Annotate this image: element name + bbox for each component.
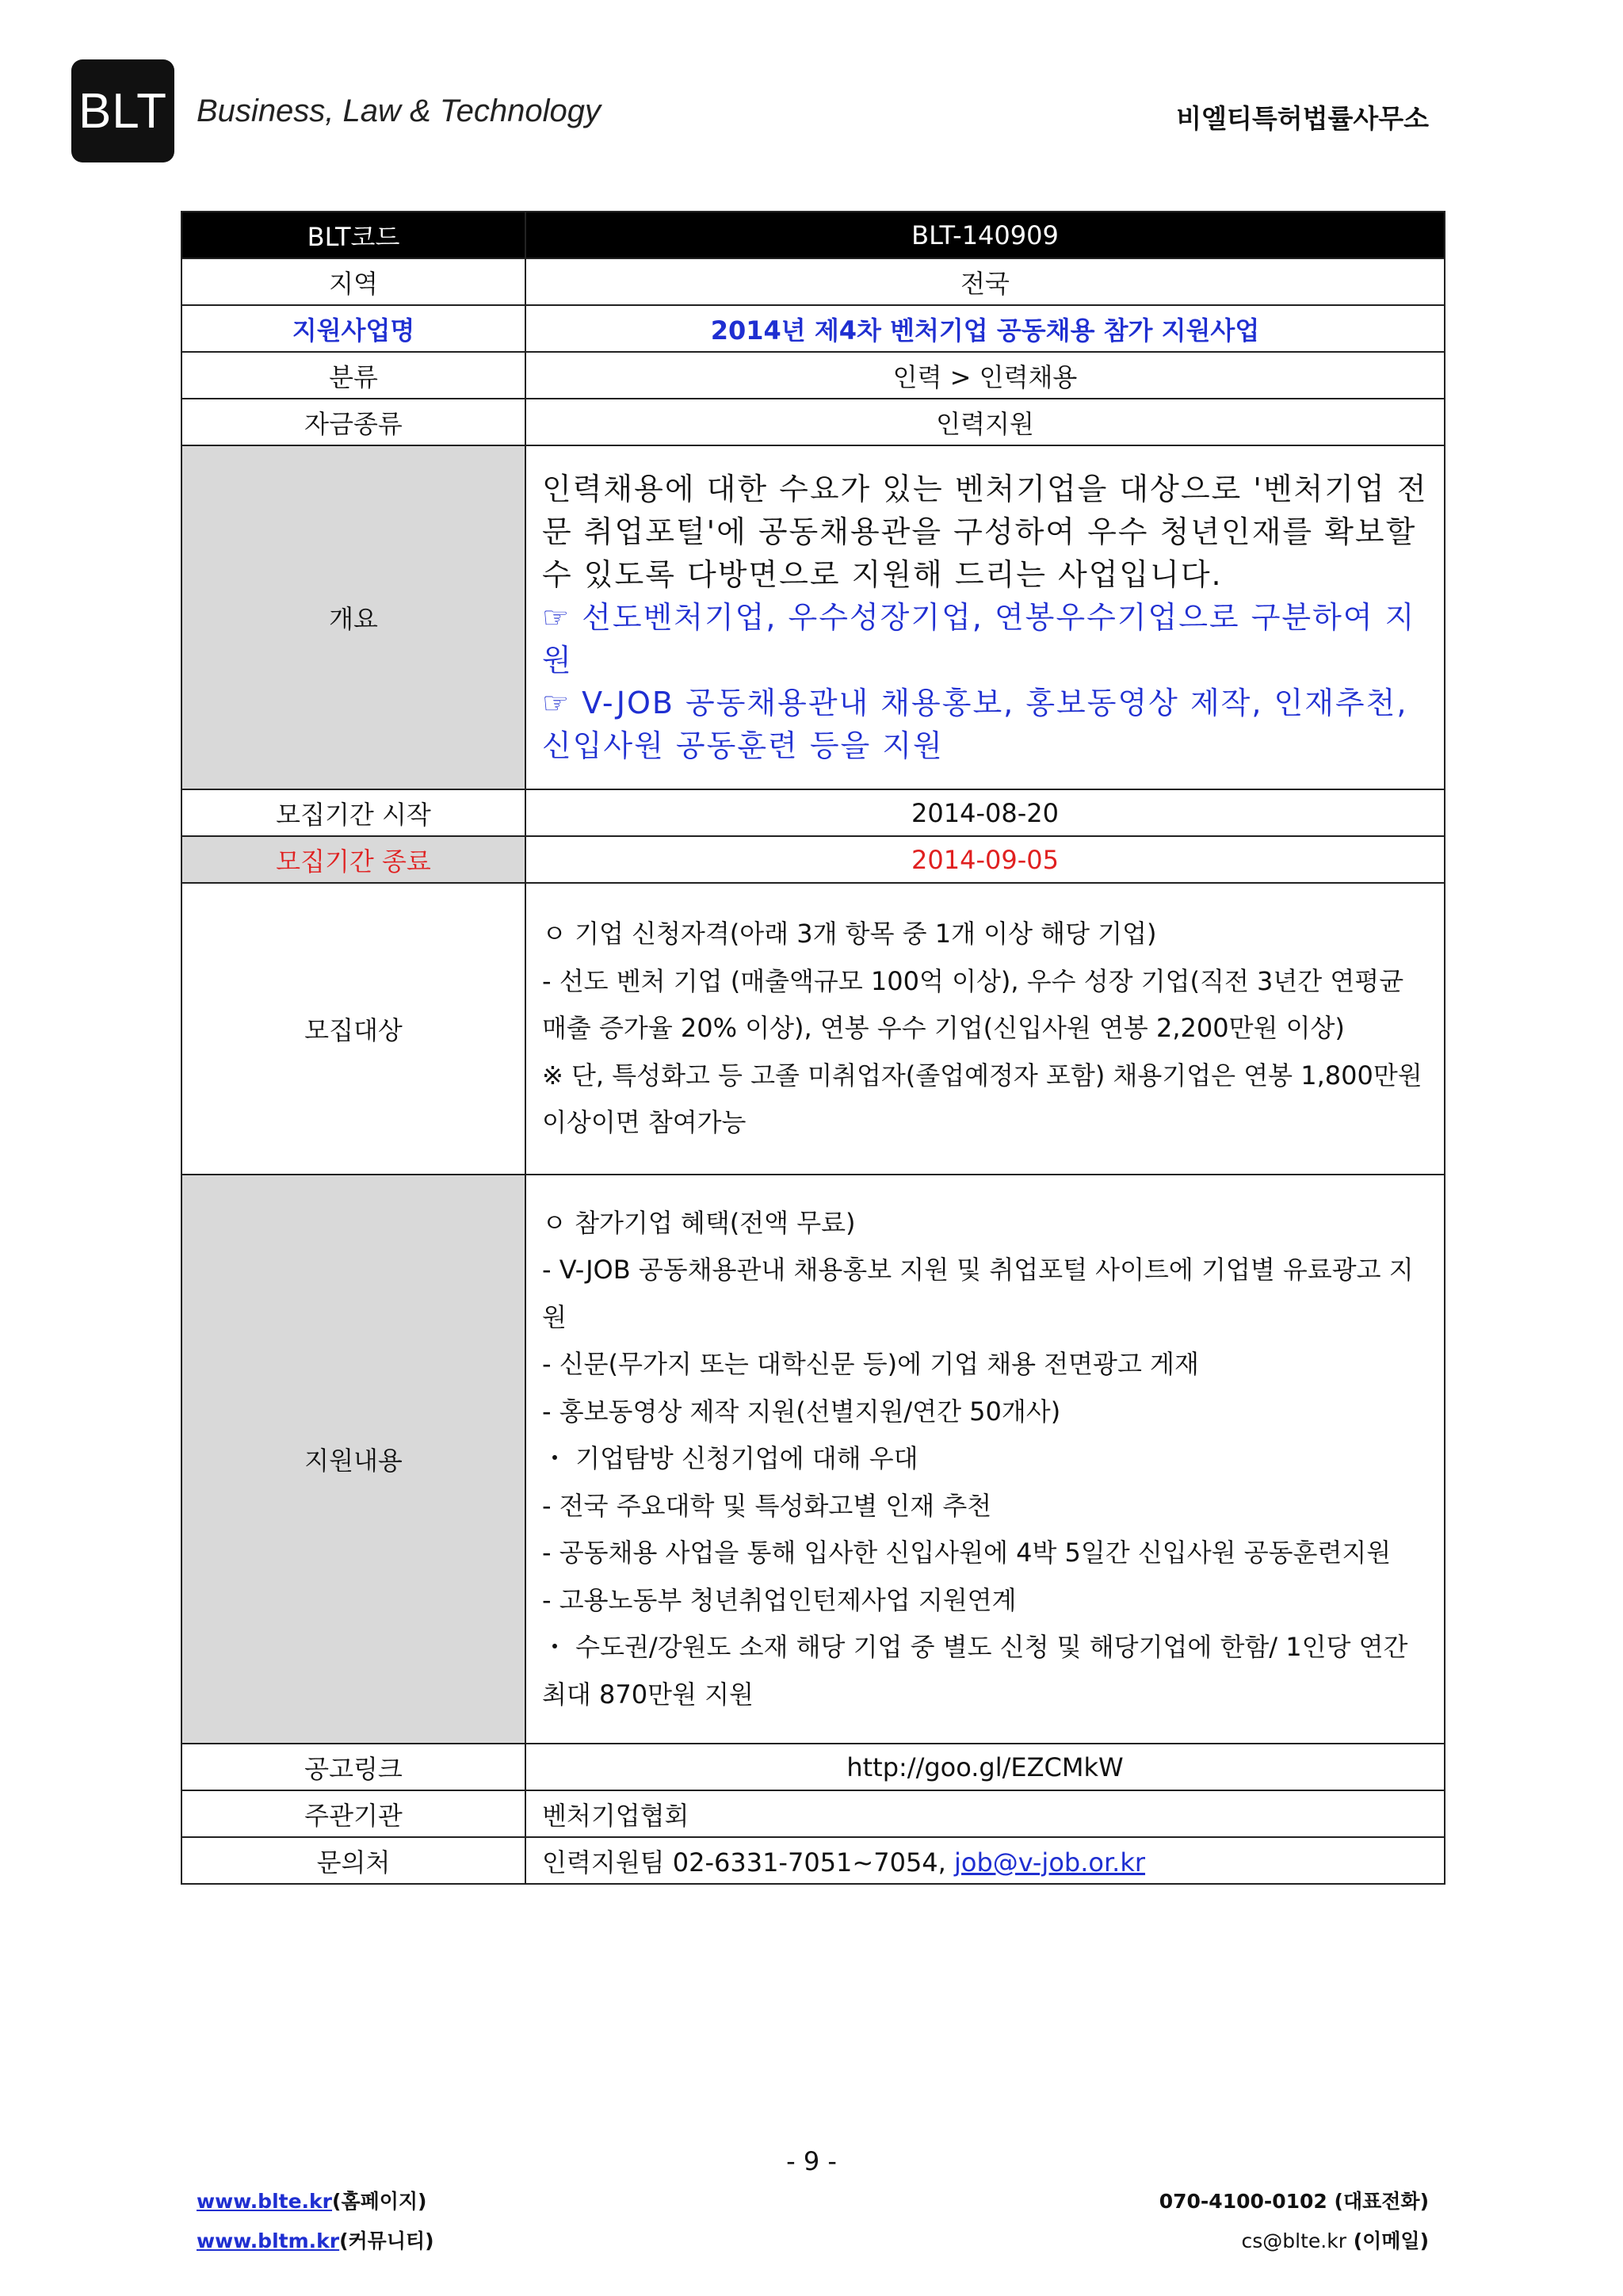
phone-label: (대표전화) (1327, 2190, 1429, 2213)
overview-point-2: ☞ V-JOB 공동채용관내 채용홍보, 홍보동영상 제작, 인재추천, 신입사원 공동훈련 등을 지원 (542, 686, 1408, 763)
contact-email-link[interactable]: job@v-job.or.kr (954, 1847, 1146, 1878)
overview-text: 인력채용에 대한 수요가 있는 벤처기업을 대상으로 '벤처기업 전문 취업포털'에 공동채용관을 구성하여 우수 청년인재를 확보할 수 있도록 다방면으로 지원해 드리는 사업입니다. (542, 472, 1428, 592)
table-row (181, 1837, 1445, 1884)
support-line: - V-JOB 공동채용관내 채용홍보 지원 및 취업포털 사이트에 기업별 유료광고 지원 (542, 1255, 1414, 1332)
table-row (181, 883, 1445, 1175)
support-line: - 전국 주요대학 및 특성화고별 인재 추천 (542, 1490, 992, 1521)
table-row (181, 258, 1445, 305)
blt-logo: BLT (71, 59, 174, 162)
support-line: - 공동채용 사업을 통해 입사한 신입사원에 4박 5일간 신입사원 공동훈련지원 (542, 1538, 1392, 1568)
fund-type-label: 자금종류 (181, 399, 525, 445)
table-row (181, 399, 1445, 445)
contact-value (525, 1837, 1445, 1884)
support-line: - 홍보동영상 제작 지원(선별지원/연간 50개사) (542, 1396, 1061, 1427)
community-link[interactable]: www.bltm.kr (197, 2229, 340, 2252)
target-line: ※ 단, 특성화고 등 고졸 미취업자(졸업예정자 포함) 채용기업은 연봉 1,800만원 이상이면 참여가능 (542, 1060, 1423, 1138)
target-label: 모집대상 (181, 883, 525, 1175)
footer-email (1242, 2225, 1430, 2254)
firm-name: 비엘티특허법률사무소 (1176, 103, 1429, 134)
overview-point-1: ☞ 선도벤처기업, 우수성장기업, 연봉우수기업으로 구분하여 지원 (542, 600, 1416, 678)
link-label: 공고링크 (181, 1744, 525, 1790)
support-line: ・ 기업탐방 신청기업에 대해 우대 (542, 1443, 918, 1474)
page-number: - 9 - (786, 2146, 837, 2176)
overview-label: 개요 (181, 445, 525, 789)
end-date-value: 2014-09-05 (525, 836, 1445, 883)
support-line: ・ 수도권/강원도 소재 해당 기업 중 별도 신청 및 해당기업에 한함/ 1인당 연간 최대 870만원 지원 (542, 1632, 1408, 1710)
code-value: BLT-140909 (525, 212, 1445, 258)
support-cell (525, 1175, 1445, 1744)
table-row (181, 1790, 1445, 1837)
footer-community (197, 2225, 434, 2254)
category-value: 인력 > 인력채용 (525, 352, 1445, 399)
fund-type-value: 인력지원 (525, 399, 1445, 445)
table-row (181, 1744, 1445, 1790)
contact-label: 문의처 (181, 1837, 525, 1884)
phone-number: 070-4100-0102 (1159, 2190, 1327, 2213)
region-value: 전국 (525, 258, 1445, 305)
contact-text: 인력지원팀 02-6331-7051~7054, (542, 1847, 955, 1878)
region-label: 지역 (181, 258, 525, 305)
support-line: ㅇ 참가기업 혜택(전액 무료) (542, 1207, 856, 1238)
email-address: cs@blte.kr (1241, 2229, 1346, 2252)
table-row (181, 445, 1445, 789)
homepage-label: (홈페이지) (332, 2190, 427, 2213)
target-cell (525, 883, 1445, 1175)
program-label: 지원사업명 (181, 305, 525, 352)
end-date-label: 모집기간 종료 (181, 836, 525, 883)
table-row (181, 212, 1445, 258)
table-row (181, 836, 1445, 883)
category-label: 분류 (181, 352, 525, 399)
table-row (181, 1175, 1445, 1744)
support-program-table (181, 211, 1445, 1885)
target-line: - 선도 벤처 기업 (매출액규모 100억 이상), 우수 성장 기업(직전 3년간 연평균 매출 증가율 20% 이상), 연봉 우수 기업(신입사원 연봉 2,200만원 이상) (542, 965, 1404, 1044)
support-line: - 고용노동부 청년취업인턴제사업 지원연계 (542, 1584, 1017, 1615)
support-label: 지원내용 (181, 1175, 525, 1744)
program-value: 2014년 제4차 벤처기업 공동채용 참가 지원사업 (525, 305, 1445, 352)
start-date-value: 2014-08-20 (525, 789, 1445, 836)
table-row (181, 352, 1445, 399)
community-label: (커뮤니티) (339, 2229, 434, 2252)
code-label: BLT코드 (181, 212, 525, 258)
overview-cell (525, 445, 1445, 789)
host-label: 주관기관 (181, 1790, 525, 1837)
header-tagline: Business, Law & Technology (197, 94, 601, 128)
table-row (181, 789, 1445, 836)
homepage-link[interactable]: www.blte.kr (197, 2190, 333, 2213)
footer-homepage (197, 2186, 426, 2214)
host-value: 벤처기업협회 (525, 1790, 1445, 1837)
footer-phone (1159, 2186, 1429, 2214)
notice-link[interactable]: http://goo.gl/EZCMkW (525, 1744, 1445, 1790)
table-row (181, 305, 1445, 352)
target-line: ㅇ 기업 신청자격(아래 3개 항목 중 1개 이상 해당 기업) (542, 919, 1157, 949)
email-label: (이메일) (1346, 2229, 1429, 2252)
start-date-label: 모집기간 시작 (181, 789, 525, 836)
support-line: - 신문(무가지 또는 대학신문 등)에 기업 채용 전면광고 게재 (542, 1349, 1199, 1380)
